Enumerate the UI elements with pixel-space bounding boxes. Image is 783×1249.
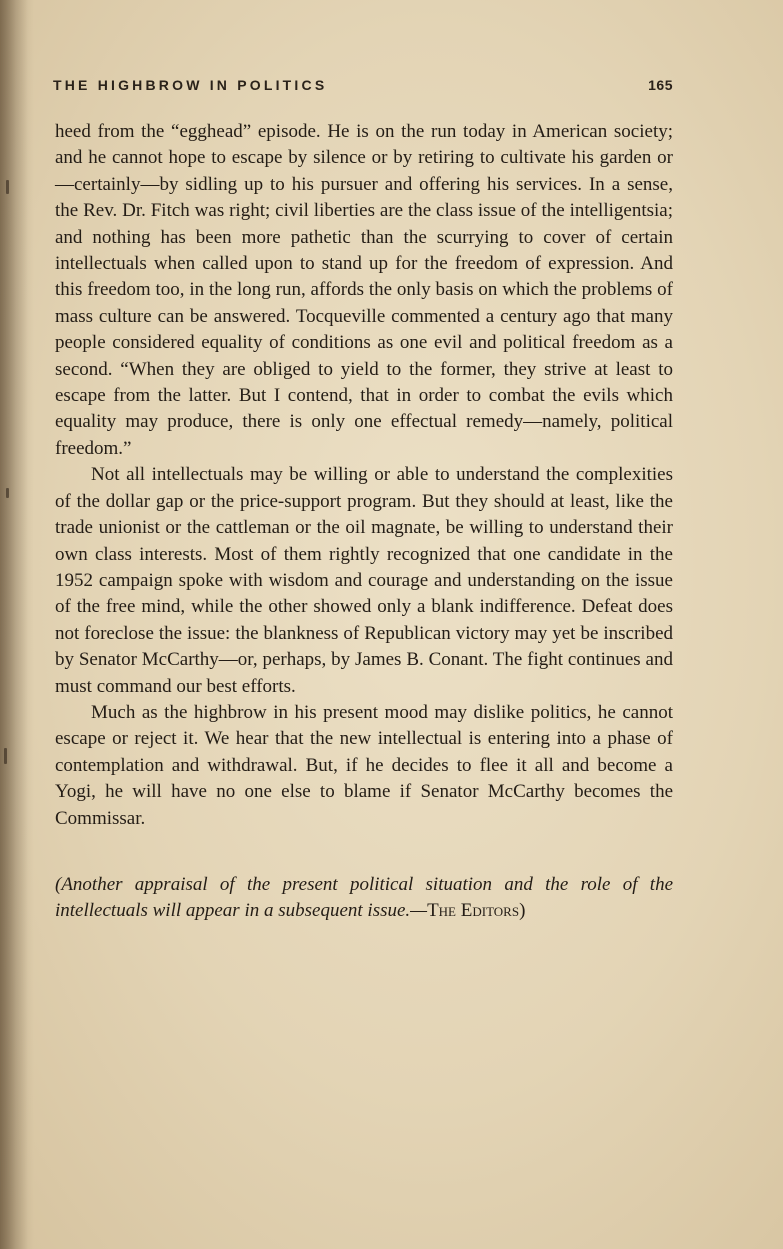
page-number: 165 <box>648 77 673 93</box>
margin-mark <box>4 748 7 764</box>
paragraph-1: heed from the “egghead” episode. He is on the run today in American society; and he cannot hope to escape by silence or by retiring to cultivate his garden or—certainly—by sidling up to his pursuer and offering his services. In a sense, the Rev. Dr. Fitch was right; civil liberties are the class issue of the intelligentsia; and nothing has been more pathetic than the scurrying to cover of certain intellectuals when called upon to stand up for the freedom of expression. And this freedom too, in the long run, affords the only basis on which the problems of mass culture can be answered. Tocqueville commented a century ago that many people considered equality of conditions as one evil and political freedom as a second. “When they are obliged to yield to the former, they strive at least to escape from the latter. But I contend, that in order to combat the evils which equality may produce, there is only one effectual remedy—namely, political freedom.” <box>55 121 673 459</box>
gutter-shadow <box>0 0 28 1249</box>
editors-note-text: (Another appraisal of the present political situation and the role of the intellectuals will appear in a subsequent issue.— <box>55 874 673 922</box>
editors-note-signature: The Editors <box>427 900 520 922</box>
paragraph-3: Much as the highbrow in his present mood may dislike politics, he cannot escape or reject it. We hear that the new intellectual is entering into a phase of contemplation and withdrawal. But, if he decides to flee it all and become a Yogi, he will have no one else to blame if Senator McCarthy becomes the Commissar. <box>55 701 673 829</box>
margin-mark <box>6 180 9 194</box>
editors-note <box>55 872 673 925</box>
running-head <box>53 77 673 99</box>
editors-note-closing: ) <box>519 900 526 922</box>
margin-mark <box>6 488 9 498</box>
body-text <box>55 119 673 832</box>
running-head-title: THE HIGHBROW IN POLITICS <box>53 77 328 93</box>
paragraph-2: Not all intellectuals may be willing or able to understand the complexities of the dollar gap or the price-support program. But they should at least, like the trade unionist or the cattleman or the oil magnate, be willing to understand their own class interests. Most of them rightly recognized that one candidate in the 1952 campaign spoke with wisdom and courage and understanding on the issue of the free mind, while the other showed only a blank indifference. Defeat does not foreclose the issue: the blankness of Republican victory may yet be inscribed by Senator McCarthy—or, perhaps, by James B. Conant. The fight continues and must command our best efforts. <box>55 464 673 697</box>
